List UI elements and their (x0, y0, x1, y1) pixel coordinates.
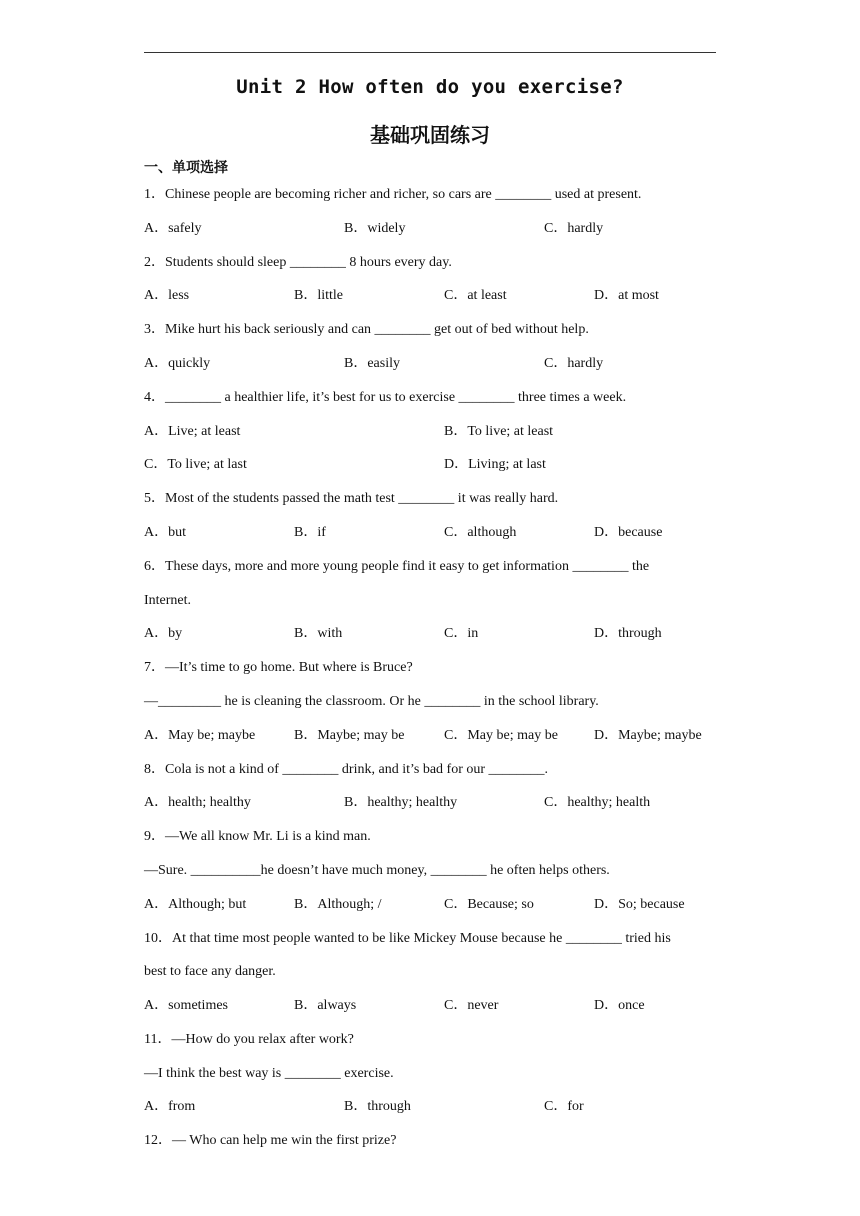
question-2: 2．Students should sleep ________ 8 hours every day. (144, 255, 452, 270)
header-rule (144, 52, 716, 53)
q9-option-b: B．Although; / (294, 897, 382, 912)
page-title: Unit 2 How often do you exercise? (236, 76, 624, 98)
q10-option-b: B．always (294, 998, 357, 1013)
q3-option-a: A．quickly (144, 356, 211, 371)
q9-option-a: A．Although; but (144, 897, 247, 912)
question-10: 10．At that time most people wanted to be like Mickey Mouse because he ________ tried his (144, 931, 671, 946)
q1-option-c: C．hardly (544, 221, 604, 236)
q8-option-b: B．healthy; healthy (344, 795, 458, 810)
q6-option-d: D．through (594, 626, 662, 641)
q5-option-b: B．if (294, 525, 326, 540)
q5-option-d: D．because (594, 525, 663, 540)
question-11: 11．—How do you relax after work? (144, 1032, 354, 1047)
q11-option-b: B．through (344, 1099, 411, 1114)
q7-option-d: D．Maybe; maybe (594, 728, 702, 743)
q7-option-b: B．Maybe; may be (294, 728, 405, 743)
question-6: 6．These days, more and more young people find it easy to get information ________ the (144, 559, 650, 574)
q7-option-a: A．May be; maybe (144, 728, 256, 743)
question-7: 7．—It’s time to go home. But where is Bruce? (144, 660, 413, 675)
q10-option-a: A．sometimes (144, 998, 228, 1013)
question-5: 5．Most of the students passed the math test ________ it was really hard. (144, 491, 559, 506)
question-7-cont: —_________ he is cleaning the classroom. Or he ________ in the school library. (144, 694, 599, 709)
q3-option-c: C．hardly (544, 356, 604, 371)
page-subtitle: 基础巩固练习 (370, 123, 490, 147)
question-9-cont: —Sure. __________he doesn’t have much money, ________ he often helps others. (144, 863, 610, 878)
section-heading: 一、单项选择 (144, 160, 228, 176)
question-6-cont: Internet. (144, 593, 192, 608)
q3-option-b: B．easily (344, 356, 400, 371)
q11-option-a: A．from (144, 1099, 196, 1114)
q9-option-c: C．Because; so (444, 897, 534, 912)
q4-option-a: A．Live; at least (144, 424, 241, 439)
q1-option-a: A．safely (144, 221, 202, 236)
q4-option-b: B．To live; at least (444, 424, 554, 439)
question-9: 9．—We all know Mr. Li is a kind man. (144, 829, 371, 844)
q1-option-b: B．widely (344, 221, 406, 236)
q6-option-c: C．in (444, 626, 479, 641)
q5-option-a: A．but (144, 525, 186, 540)
q2-option-b: B．little (294, 288, 343, 303)
q2-option-a: A．less (144, 288, 190, 303)
q10-option-c: C．never (444, 998, 499, 1013)
q8-option-c: C．healthy; health (544, 795, 651, 810)
q6-option-a: A．by (144, 626, 183, 641)
question-1: 1．Chinese people are becoming richer and richer, so cars are ________ used at present. (144, 187, 642, 202)
question-4: 4．________ a healthier life, it’s best for us to exercise ________ three times a week. (144, 390, 627, 405)
q10-option-d: D．once (594, 998, 645, 1013)
q8-option-a: A．health; healthy (144, 795, 251, 810)
q6-option-b: B．with (294, 626, 343, 641)
q9-option-d: D．So; because (594, 897, 685, 912)
q7-option-c: C．May be; may be (444, 728, 558, 743)
q2-option-d: D．at most (594, 288, 659, 303)
question-11-cont: —I think the best way is ________ exercise. (144, 1066, 394, 1081)
question-3: 3．Mike hurt his back seriously and can ________ get out of bed without help. (144, 322, 589, 337)
q4-option-d: D．Living; at last (444, 457, 546, 472)
q5-option-c: C．although (444, 525, 517, 540)
q4-option-c: C．To live; at last (144, 457, 247, 472)
question-12: 12．— Who can help me win the first prize? (144, 1133, 397, 1148)
question-10-cont: best to face any danger. (144, 964, 276, 979)
q2-option-c: C．at least (444, 288, 507, 303)
question-8: 8．Cola is not a kind of ________ drink, and it’s bad for our ________. (144, 762, 549, 777)
q11-option-c: C．for (544, 1099, 584, 1114)
